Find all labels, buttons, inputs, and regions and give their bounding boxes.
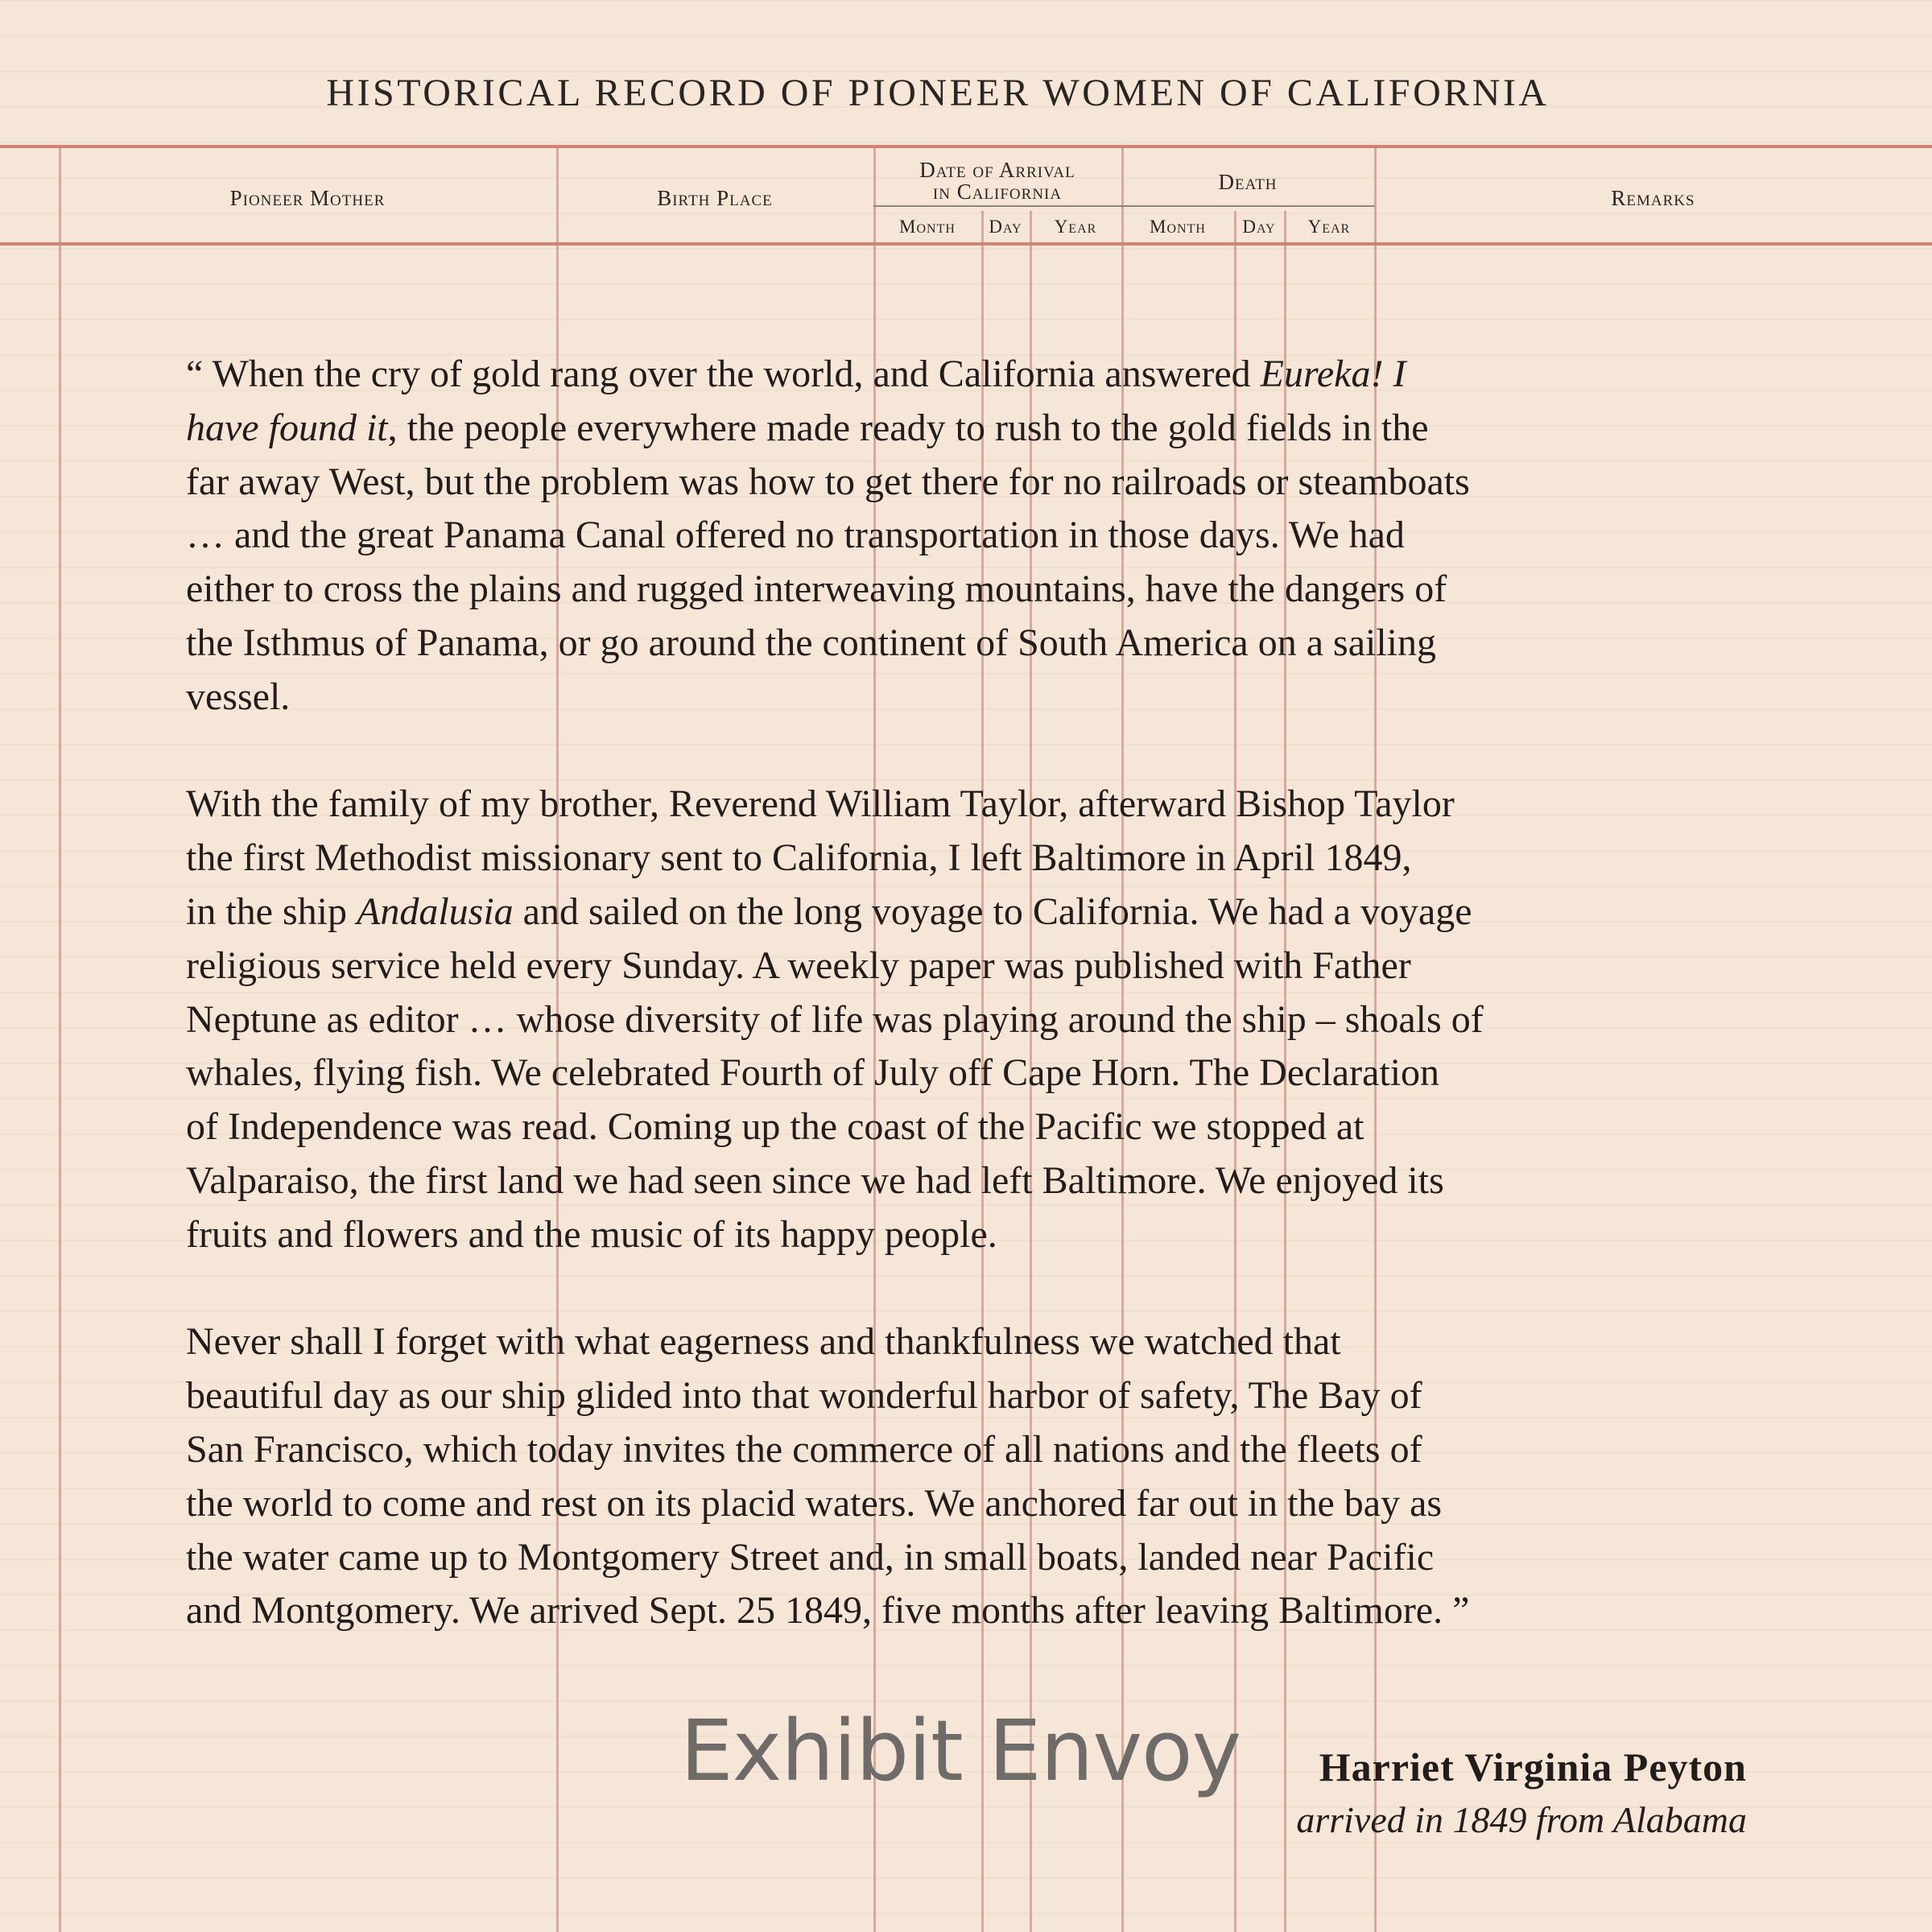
signature-name: Harriet Virginia Peyton (1319, 1744, 1747, 1790)
text-line: and Montgomery. We arrived Sept. 25 1849, five months after leaving Baltimore. ” (186, 1589, 1470, 1633)
column-header-death: Death (1218, 170, 1278, 194)
text-line: of Independence was read. Coming up the coast of the Pacific we stopped at (186, 1105, 1364, 1149)
text-line: whales, flying fish. We celebrated Fourth of July off Cape Horn. The Declaration (186, 1051, 1440, 1095)
text-line: in the ship Andalusia and sailed on the long voyage to California. We had a voyage (186, 890, 1472, 933)
arrival-death-divider (873, 205, 1375, 207)
column-header-arrival-day: Day (989, 217, 1022, 237)
column-header-arrival-line1: Date of Arrival (919, 158, 1075, 182)
text-line: vessel. (186, 675, 291, 718)
text-line: beautiful day as our ship glided into that wonderful harbor of safety, The Bay of (186, 1374, 1422, 1418)
ship-name: Andalusia (357, 890, 514, 933)
column-header-death-year: Year (1307, 217, 1351, 237)
text-line: San Francisco, which today invites the commerce of all nations and the fleets of (186, 1427, 1422, 1471)
column-header-death-month: Month (1150, 217, 1206, 237)
italic-phrase: have found it (186, 406, 388, 449)
italic-phrase: Eureka! I (1260, 353, 1406, 395)
column-header-remarks: Remarks (1611, 186, 1695, 210)
text-line: fruits and flowers and the music of its happy people. (186, 1212, 997, 1256)
column-header-death-day: Day (1242, 217, 1276, 237)
page-title: HISTORICAL RECORD OF PIONEER WOMEN OF CALIFORNIA (326, 72, 1550, 114)
text-line: Valparaiso, the first land we had seen since we had left Baltimore. We enjoyed its (186, 1158, 1444, 1202)
text-line: the world to come and rest on its placid waters. We anchored far out in the bay as (186, 1481, 1443, 1525)
text-line: either to cross the plains and rugged interweaving mountains, have the dangers of (186, 568, 1447, 611)
column-header-arrival-year: Year (1054, 217, 1097, 237)
column-header-birth-place: Birth Place (657, 186, 773, 210)
text-line: religious service held every Sunday. A weekly paper was published with Father (186, 943, 1411, 987)
text-line: have found it, the people everywhere made ready to rush to the gold fields in the (186, 406, 1429, 449)
text-line: the water came up to Montgomery Street and, in small boats, landed near Pacific (186, 1535, 1435, 1579)
text-line: far away West, but the problem was how to get there for no railroads or steamboats (186, 460, 1470, 503)
header-rule-bottom (0, 242, 1932, 246)
text-line: the Isthmus of Panama, or go around the continent of South America on a sailing (186, 621, 1437, 664)
column-header-arrival-line2: in California (932, 180, 1063, 204)
column-header-pioneer-mother: Pioneer Mother (229, 186, 386, 210)
header-rule-top (0, 145, 1932, 148)
text-line: … and the great Panama Canal offered no transportation in those days. We had (186, 514, 1405, 557)
text-line: Neptune as editor … whose diversity of life was playing around the ship – shoals of (186, 997, 1484, 1041)
text-line: “ When the cry of gold rang over the world, and California answered Eureka! I (186, 353, 1406, 395)
text-line: With the family of my brother, Reverend William Taylor, afterward Bishop Taylor (186, 782, 1455, 826)
text-line: the first Methodist missionary sent to California, I left Baltimore in April 1849, (186, 836, 1412, 880)
paragraph-arrival (186, 1315, 1796, 1638)
watermark-text: Exhibit Envoy (680, 1702, 1241, 1800)
signature-subtitle: arrived in 1849 from Alabama (1296, 1799, 1747, 1840)
paragraph-voyage (186, 778, 1796, 1261)
column-rule (59, 147, 61, 1932)
quotation-body (186, 348, 1796, 1692)
text-line: Never shall I forget with what eagerness and thankfulness we watched that (186, 1320, 1341, 1364)
paragraph-gold-rush (186, 348, 1796, 724)
column-header-arrival-month: Month (899, 217, 956, 237)
